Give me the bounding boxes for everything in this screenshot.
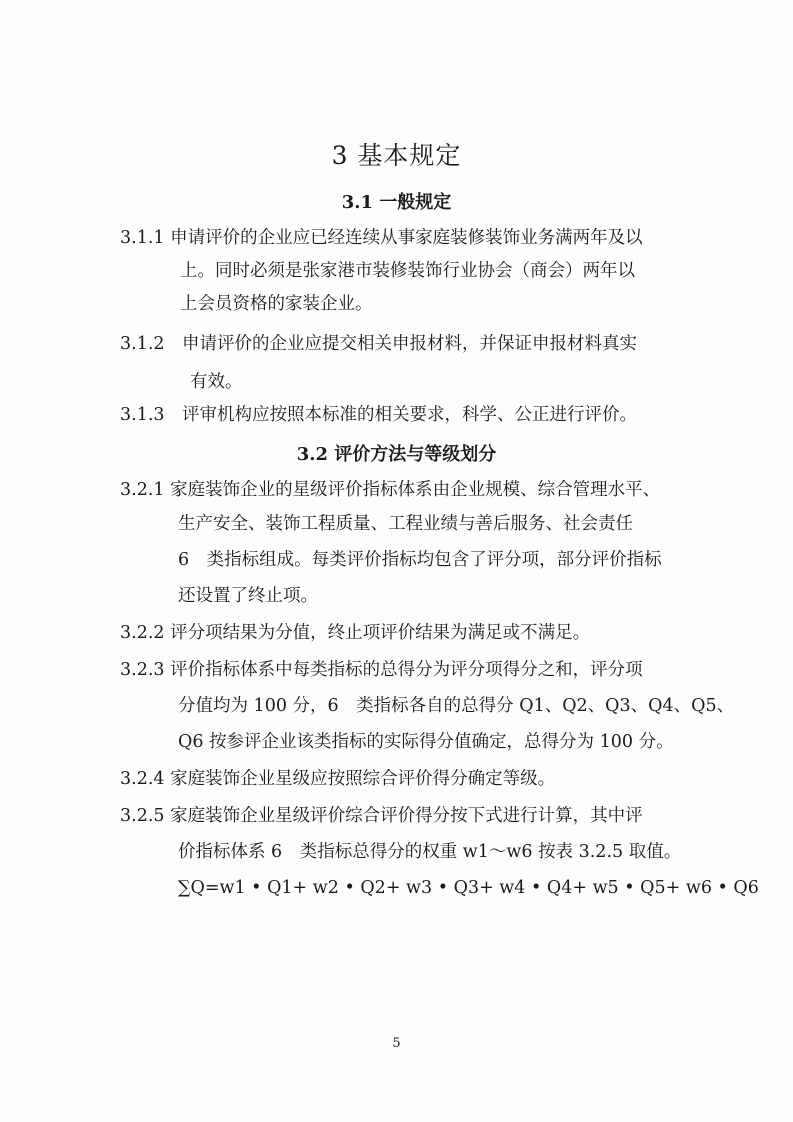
clause-3-2-2-line-1: 3.2.2 评分项结果为分值，终止项评价结果为满足或不满足。 [120,623,591,643]
clause-3-2-1-line-4: 还设置了终止项。 [178,586,318,606]
clause-3-1-1-line-2: 上。同时必须是张家港市装修装饰行业协会（商会）两年以 [180,261,635,281]
formula-line: ∑Q=w1 • Q1+ w2 • Q2+ w3 • Q3+ w4 • Q4+ w5 • Q5+ w6 • Q6 [178,878,759,898]
section-heading-general: 3.1 一般规定 [341,192,452,213]
clause-3-2-1-line-2: 生产安全、装饰工程质量、工程业绩与善后服务、社会责任 [178,514,633,534]
clause-3-1-3-line-1: 3.1.3 评审机构应按照本标准的相关要求，科学、公正进行评价。 [120,405,638,425]
clause-3-2-3-line-1: 3.2.3 评价指标体系中每类指标的总得分为评分项得分之和，评分项 [120,660,643,680]
clause-3-1-2-line-1: 3.1.2 申请评价的企业应提交相关申报材料，并保证申报材料真实 [120,334,638,354]
clause-3-2-3-line-3: Q6 按参评企业该类指标的实际得分值确定，总得分为 100 分。 [178,732,674,752]
section-heading-evaluation: 3.2 评价方法与等级划分 [296,444,497,465]
page-number: 5 [392,1036,401,1051]
clause-3-1-2-line-2: 有效。 [190,372,243,392]
clause-3-1-1-line-1: 3.1.1 申请评价的企业应已经连续从事家庭装修装饰业务满两年及以 [120,228,643,248]
clause-3-2-4-line-1: 3.2.4 家庭装饰企业星级应按照综合评价得分确定等级。 [120,769,556,789]
clause-3-2-3-line-2: 分值均为 100 分，6 类指标各自的总得分 Q1、Q2、Q3、Q4、Q5、 [178,696,735,716]
chapter-title: 3 基本规定 [331,141,462,170]
clause-3-2-1-line-1: 3.2.1 家庭装饰企业的星级评价指标体系由企业规模、综合管理水平、 [120,480,661,500]
clause-3-2-5-line-1: 3.2.5 家庭装饰企业星级评价综合评价得分按下式进行计算，其中评 [120,806,643,826]
clause-3-2-5-line-2: 价指标体系 6 类指标总得分的权重 w1～w6 按表 3.2.5 取值。 [178,842,682,862]
clause-3-2-1-line-3: 6 类指标组成。每类评价指标均包含了评分项，部分评价指标 [178,550,662,570]
clause-3-1-1-line-3: 上会员资格的家装企业。 [180,294,373,314]
